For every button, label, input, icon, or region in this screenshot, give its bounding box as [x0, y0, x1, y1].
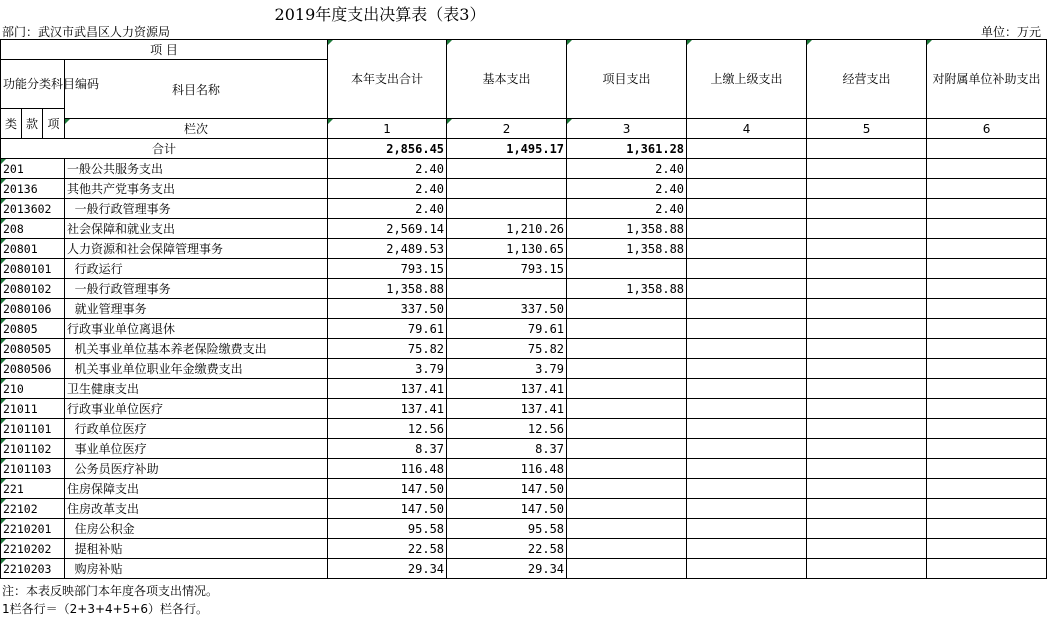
col-header-operating: 经营支出 — [807, 40, 927, 119]
table-row — [1, 459, 1047, 479]
subject-name: 一般公共服务支出 — [65, 159, 328, 179]
amount-cell: 137.41 — [447, 399, 567, 419]
amount-cell: 12.56 — [447, 419, 567, 439]
subject-name: 就业管理事务 — [65, 299, 328, 319]
amount-cell — [567, 319, 687, 339]
amount-cell — [927, 319, 1047, 339]
subject-code: 221 — [1, 479, 65, 499]
amount-cell — [807, 519, 927, 539]
table-row — [1, 519, 1047, 539]
amount-cell — [807, 159, 927, 179]
amount-cell: 1,358.88 — [567, 219, 687, 239]
subject-code: 20136 — [1, 179, 65, 199]
amount-cell — [567, 379, 687, 399]
table-row — [1, 419, 1047, 439]
amount-cell — [927, 259, 1047, 279]
amount-cell — [807, 439, 927, 459]
amount-cell: 2.40 — [567, 159, 687, 179]
subject-name: 公务员医疗补助 — [65, 459, 328, 479]
amount-cell — [927, 299, 1047, 319]
amount-cell: 116.48 — [328, 459, 447, 479]
subject-name: 卫生健康支出 — [65, 379, 328, 399]
amount-cell — [687, 339, 807, 359]
amount-cell — [927, 159, 1047, 179]
footnote-1: 注：本表反映部门本年度各项支出情况。 — [2, 584, 219, 598]
subject-code: 208 — [1, 219, 65, 239]
amount-cell — [927, 199, 1047, 219]
subject-name: 其他共产党事务支出 — [65, 179, 328, 199]
subject-code: 2080101 — [1, 259, 65, 279]
amount-cell — [807, 559, 927, 579]
subject-name: 住房保障支出 — [65, 479, 328, 499]
amount-cell: 147.50 — [447, 479, 567, 499]
footnote-2: 1栏各行＝（2+3+4+5+6）栏各行。 — [2, 602, 209, 616]
amount-cell — [687, 439, 807, 459]
amount-cell: 793.15 — [328, 259, 447, 279]
table-row — [1, 379, 1047, 399]
amount-cell: 79.61 — [447, 319, 567, 339]
table-row — [1, 299, 1047, 319]
table-row — [1, 539, 1047, 559]
subject-code: 201 — [1, 159, 65, 179]
amount-cell: 1,358.88 — [567, 279, 687, 299]
subject-code: 210 — [1, 379, 65, 399]
subject-name: 提租补贴 — [65, 539, 328, 559]
amount-cell — [567, 479, 687, 499]
amount-cell — [807, 479, 927, 499]
subject-name: 人力资源和社会保障管理事务 — [65, 239, 328, 259]
amount-cell: 8.37 — [328, 439, 447, 459]
amount-cell — [807, 379, 927, 399]
lei-header: 类 — [1, 109, 22, 139]
subject-code: 2210201 — [1, 519, 65, 539]
amount-cell: 95.58 — [447, 519, 567, 539]
subject-code: 22102 — [1, 499, 65, 519]
amount-cell: 1,358.88 — [328, 279, 447, 299]
table-row — [1, 199, 1047, 219]
total-value — [807, 139, 927, 159]
column-index-label: 栏次 — [65, 119, 328, 139]
subject-name: 机关事业单位基本养老保险缴费支出 — [65, 339, 328, 359]
amount-cell — [927, 439, 1047, 459]
subject-code: 2101102 — [1, 439, 65, 459]
amount-cell: 2,489.53 — [328, 239, 447, 259]
amount-cell — [807, 459, 927, 479]
table-row — [1, 279, 1047, 299]
amount-cell: 137.41 — [447, 379, 567, 399]
amount-cell — [687, 539, 807, 559]
amount-cell: 337.50 — [447, 299, 567, 319]
amount-cell — [807, 319, 927, 339]
amount-cell — [687, 459, 807, 479]
amount-cell — [927, 399, 1047, 419]
amount-cell: 147.50 — [328, 479, 447, 499]
amount-cell — [927, 379, 1047, 399]
col-header-subsidy: 对附属单位补助支出 — [927, 40, 1047, 119]
kuan-header: 款 — [22, 109, 43, 139]
subject-code: 2080102 — [1, 279, 65, 299]
amount-cell: 12.56 — [328, 419, 447, 439]
subject-name: 行政运行 — [65, 259, 328, 279]
table-title: 2019年度支出决算表（表3） — [274, 5, 486, 24]
amount-cell — [687, 239, 807, 259]
amount-cell: 147.50 — [447, 499, 567, 519]
subject-code: 2080505 — [1, 339, 65, 359]
amount-cell: 75.82 — [328, 339, 447, 359]
amount-cell: 147.50 — [328, 499, 447, 519]
amount-cell: 2,569.14 — [328, 219, 447, 239]
amount-cell: 137.41 — [328, 379, 447, 399]
amount-cell: 2.40 — [328, 159, 447, 179]
subject-code: 20801 — [1, 239, 65, 259]
amount-cell — [927, 419, 1047, 439]
amount-cell: 793.15 — [447, 259, 567, 279]
col-number: 3 — [567, 119, 687, 139]
amount-cell: 22.58 — [328, 539, 447, 559]
amount-cell — [927, 339, 1047, 359]
subject-code: 2101101 — [1, 419, 65, 439]
col-number: 6 — [927, 119, 1047, 139]
table-row — [1, 499, 1047, 519]
table-row — [1, 179, 1047, 199]
amount-cell — [687, 399, 807, 419]
table-row — [1, 239, 1047, 259]
col-header-project: 项目支出 — [567, 40, 687, 119]
subject-code: 2080106 — [1, 299, 65, 319]
amount-cell: 1,130.65 — [447, 239, 567, 259]
amount-cell — [807, 239, 927, 259]
amount-cell — [567, 499, 687, 519]
amount-cell — [567, 259, 687, 279]
amount-cell: 75.82 — [447, 339, 567, 359]
amount-cell — [927, 219, 1047, 239]
table-row — [1, 259, 1047, 279]
amount-cell — [807, 279, 927, 299]
total-label: 合计 — [1, 139, 328, 159]
subject-code: 2210203 — [1, 559, 65, 579]
amount-cell — [447, 159, 567, 179]
col-header-upper: 上缴上级支出 — [687, 40, 807, 119]
amount-cell — [927, 239, 1047, 259]
amount-cell — [567, 399, 687, 419]
table-row — [1, 559, 1047, 579]
total-value: 1,495.17 — [447, 139, 567, 159]
table-row — [1, 219, 1047, 239]
total-value — [687, 139, 807, 159]
amount-cell — [687, 179, 807, 199]
amount-cell — [807, 219, 927, 239]
table-row — [1, 339, 1047, 359]
amount-cell: 29.34 — [447, 559, 567, 579]
subject-name: 购房补贴 — [65, 559, 328, 579]
amount-cell — [927, 359, 1047, 379]
amount-cell: 2.40 — [567, 199, 687, 219]
table-row — [1, 399, 1047, 419]
amount-cell — [687, 559, 807, 579]
amount-cell: 2.40 — [567, 179, 687, 199]
subject-name: 机关事业单位职业年金缴费支出 — [65, 359, 328, 379]
amount-cell: 95.58 — [328, 519, 447, 539]
amount-cell: 79.61 — [328, 319, 447, 339]
subject-name-header: 科目名称 — [65, 60, 328, 119]
amount-cell — [447, 199, 567, 219]
col-number: 1 — [328, 119, 447, 139]
subject-name: 住房改革支出 — [65, 499, 328, 519]
col-number: 4 — [687, 119, 807, 139]
amount-cell — [687, 259, 807, 279]
amount-cell — [687, 419, 807, 439]
total-value — [927, 139, 1047, 159]
amount-cell — [567, 539, 687, 559]
amount-cell — [807, 539, 927, 559]
subject-name: 一般行政管理事务 — [65, 279, 328, 299]
amount-cell — [807, 199, 927, 219]
amount-cell — [927, 179, 1047, 199]
amount-cell — [687, 479, 807, 499]
subject-name: 事业单位医疗 — [65, 439, 328, 459]
xiang-header: 项 — [43, 109, 65, 139]
table-row — [1, 319, 1047, 339]
amount-cell — [687, 299, 807, 319]
subject-name: 行政单位医疗 — [65, 419, 328, 439]
amount-cell — [567, 459, 687, 479]
total-value: 1,361.28 — [567, 139, 687, 159]
subject-name: 住房公积金 — [65, 519, 328, 539]
amount-cell: 1,210.26 — [447, 219, 567, 239]
amount-cell — [567, 419, 687, 439]
amount-cell — [567, 519, 687, 539]
table-row — [1, 359, 1047, 379]
amount-cell — [807, 179, 927, 199]
amount-cell — [687, 359, 807, 379]
table-row — [1, 439, 1047, 459]
amount-cell: 3.79 — [447, 359, 567, 379]
col-header-total: 本年支出合计 — [328, 40, 447, 119]
amount-cell — [567, 439, 687, 459]
amount-cell — [927, 539, 1047, 559]
unit-label: 单位：万元 — [980, 25, 1041, 39]
amount-cell — [687, 279, 807, 299]
amount-cell: 8.37 — [447, 439, 567, 459]
subject-code: 21011 — [1, 399, 65, 419]
subject-code: 20805 — [1, 319, 65, 339]
subject-name: 一般行政管理事务 — [65, 199, 328, 219]
department-label: 部门：武汉市武昌区人力资源局 — [2, 25, 171, 39]
amount-cell — [927, 279, 1047, 299]
amount-cell — [927, 559, 1047, 579]
subject-code: 2210202 — [1, 539, 65, 559]
amount-cell — [687, 379, 807, 399]
amount-cell — [927, 499, 1047, 519]
table-row — [1, 159, 1047, 179]
amount-cell — [687, 319, 807, 339]
amount-cell — [807, 299, 927, 319]
amount-cell — [567, 359, 687, 379]
total-value: 2,856.45 — [328, 139, 447, 159]
amount-cell — [927, 459, 1047, 479]
amount-cell — [807, 359, 927, 379]
amount-cell: 2.40 — [328, 179, 447, 199]
amount-cell: 22.58 — [447, 539, 567, 559]
amount-cell — [567, 339, 687, 359]
subject-name: 行政事业单位离退休 — [65, 319, 328, 339]
amount-cell — [447, 279, 567, 299]
amount-cell — [567, 299, 687, 319]
amount-cell — [807, 399, 927, 419]
amount-cell — [687, 159, 807, 179]
header-item-group: 项 目 — [1, 40, 328, 60]
col-number: 5 — [807, 119, 927, 139]
amount-cell — [447, 179, 567, 199]
subject-name: 行政事业单位医疗 — [65, 399, 328, 419]
subject-code: 2013602 — [1, 199, 65, 219]
subject-code: 2101103 — [1, 459, 65, 479]
subject-name: 社会保障和就业支出 — [65, 219, 328, 239]
amount-cell — [927, 519, 1047, 539]
amount-cell: 2.40 — [328, 199, 447, 219]
col-number: 2 — [447, 119, 567, 139]
subject-code: 2080506 — [1, 359, 65, 379]
amount-cell — [567, 559, 687, 579]
expenditure-table — [0, 39, 1047, 579]
amount-cell: 137.41 — [328, 399, 447, 419]
amount-cell — [807, 339, 927, 359]
amount-cell — [807, 419, 927, 439]
amount-cell: 29.34 — [328, 559, 447, 579]
amount-cell — [927, 479, 1047, 499]
func-code-header: 功能分类科目编码 — [1, 60, 65, 109]
amount-cell — [687, 199, 807, 219]
amount-cell: 3.79 — [328, 359, 447, 379]
amount-cell — [687, 519, 807, 539]
amount-cell: 116.48 — [447, 459, 567, 479]
amount-cell — [687, 499, 807, 519]
amount-cell: 1,358.88 — [567, 239, 687, 259]
col-header-basic: 基本支出 — [447, 40, 567, 119]
amount-cell — [807, 499, 927, 519]
table-row — [1, 479, 1047, 499]
amount-cell — [807, 259, 927, 279]
amount-cell — [687, 219, 807, 239]
amount-cell: 337.50 — [328, 299, 447, 319]
